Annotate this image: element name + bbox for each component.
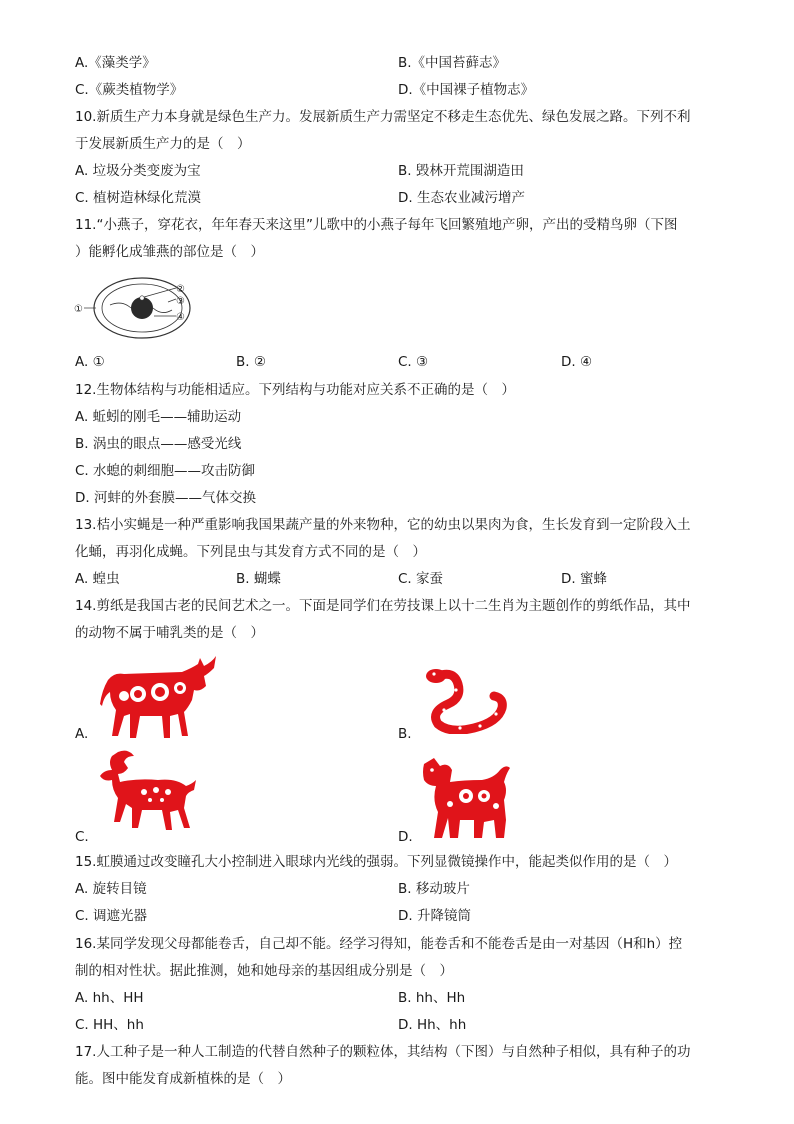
q10-option-c: C. 植树造林绿化荒漠 [75,190,202,206]
q16-stem-line2: 制的相对性状。据此推测，她和她母亲的基因组成分别是（ ） [75,963,453,979]
q12-option-d: D. 河蚌的外套膜——气体交换 [75,490,256,506]
egg-label-4: ④ [176,312,185,323]
q11-stem-line2: ）能孵化成雏燕的部位是（ ） [75,244,264,260]
q10-option-d: D. 生态农业减污增产 [398,190,525,206]
goat-papercut-image [98,748,198,834]
q13-stem-line1: 13.桔小实蝇是一种严重影响我国果蔬产量的外来物种，它的幼虫以果肉为食，生长发育到一定阶段入土 [75,517,691,533]
dog-papercut-image [420,756,512,840]
q12-stem: 12.生物体结构与功能相适应。下列结构与功能对应关系不正确的是（ ） [75,382,515,398]
q15-option-b: B. 移动玻片 [398,881,470,897]
q13-stem-line2: 化蛹，再羽化成蝇。下列昆虫与其发育方式不同的是（ ） [75,544,426,560]
q14-option-a: A. [75,726,89,742]
q13-option-d: D. 蜜蜂 [561,571,607,587]
snake-papercut-image [424,664,508,734]
q11-option-c: C. ③ [398,354,429,370]
egg-label-3: ③ [176,296,185,307]
q16-stem-line1: 16.某同学发现父母都能卷舌，自己却不能。经学习得知，能卷舌和不能卷舌是由一对基因（H和h）控 [75,936,683,952]
q17-stem-line1: 17.人工种子是一种人工制造的代替自然种子的颗粒体，其结构（下图）与自然种子相似，具有种子的功 [75,1044,691,1060]
q10-option-b: B. 毁林开荒围湖造田 [398,163,524,179]
label-3-leader [168,299,176,302]
ox-papercut-image [100,656,220,740]
bird-egg-diagram [72,272,202,344]
q15-option-c: C. 调遮光器 [75,908,148,924]
q14-option-b: B. [398,726,412,742]
q9-option-b: B.《中国苔藓志》 [398,55,507,71]
label-2-leader [144,288,176,297]
egg-germinal-disc [140,296,144,300]
egg-label-2: ② [176,284,185,295]
q12-option-b: B. 涡虫的眼点——感受光线 [75,436,242,452]
egg-chalaza-right [153,308,172,313]
q9-option-a: A.《藻类学》 [75,55,156,71]
q11-option-b: B. ② [236,354,266,370]
q14-option-d: D. [398,829,413,845]
q14-option-c: C. [75,829,89,845]
q14-stem-line1: 14.剪纸是我国古老的民间艺术之一。下面是同学们在劳技课上以十二生肖为主题创作的剪纸作品，其中 [75,598,691,614]
q15-stem: 15.虹膜通过改变瞳孔大小控制进入眼球内光线的强弱。下列显微镜操作中，能起类似作用的是（ ） [75,854,677,870]
q16-option-a: A. hh、HH [75,990,144,1006]
egg-label-1: ① [74,304,83,315]
q10-option-a: A. 垃圾分类变废为宝 [75,163,201,179]
q11-option-a: A. ① [75,354,105,370]
q9-option-c: C.《蕨类植物学》 [75,82,184,98]
q15-option-a: A. 旋转目镜 [75,881,147,897]
q9-option-d: D.《中国裸子植物志》 [398,82,535,98]
q13-option-a: A. 蝗虫 [75,571,120,587]
q16-option-c: C. HH、hh [75,1017,144,1033]
q10-stem-line2: 于发展新质生产力的是（ ） [75,136,251,152]
q10-stem-line1: 10.新质生产力本身就是绿色生产力。发展新质生产力需坚定不移走生态优先、绿色发展之路。下列不利 [75,109,691,125]
q17-stem-line2: 能。图中能发育成新植株的是（ ） [75,1071,291,1087]
egg-chalaza-left [110,303,131,308]
q11-option-d: D. ④ [561,354,593,370]
q14-stem-line2: 的动物不属于哺乳类的是（ ） [75,625,264,641]
q13-option-b: B. 蝴蝶 [236,571,281,587]
q12-option-a: A. 蚯蚓的刚毛——辅助运动 [75,409,242,425]
q13-option-c: C. 家蚕 [398,571,444,587]
q16-option-b: B. hh、Hh [398,990,466,1006]
q15-option-d: D. 升降镜筒 [398,908,471,924]
q12-option-c: C. 水螅的刺细胞——攻击防御 [75,463,256,479]
q11-stem-line1: 11.“小燕子，穿花衣，年年春天来这里”儿歌中的小燕子每年飞回繁殖地产卵，产出的受精鸟卵（下图 [75,217,678,233]
q16-option-d: D. Hh、hh [398,1017,467,1033]
